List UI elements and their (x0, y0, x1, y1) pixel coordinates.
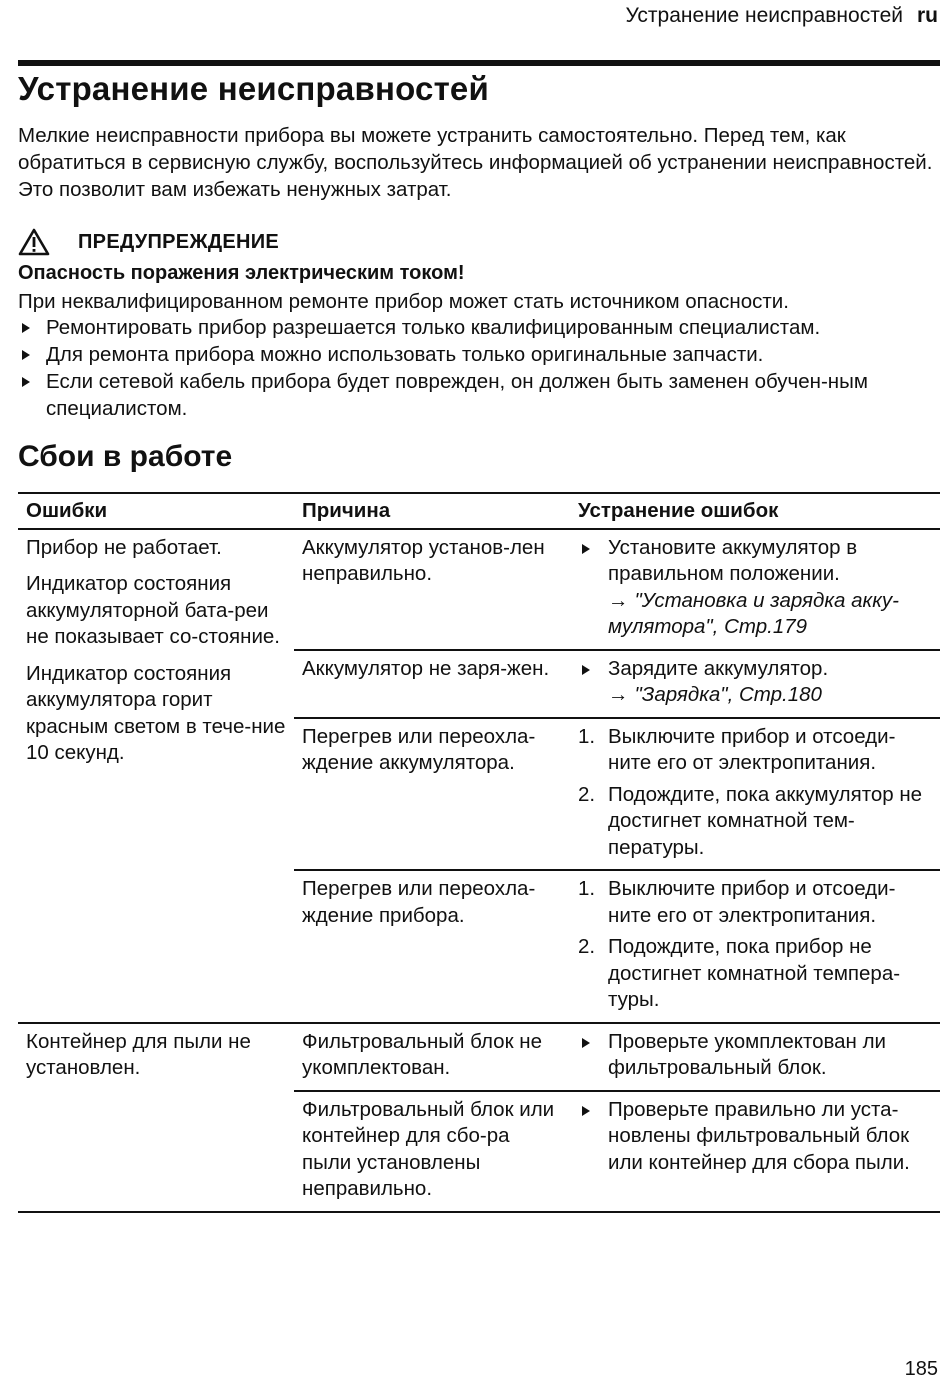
warning-subtitle: Опасность поражения электрическим током! (18, 262, 465, 284)
error-cell: Контейнер для пыли не установлен. (18, 1023, 294, 1212)
fix-cell (570, 718, 940, 871)
warning-title: ПРЕДУПРЕЖДЕНИЕ (78, 230, 280, 253)
page-title: Устранение неисправностей (18, 70, 489, 107)
fix-item: Зарядите аккумулятор. → "Зарядка", Стр.180 (578, 656, 932, 709)
cause-cell: Аккумулятор установ-лен неправильно. (294, 529, 570, 650)
bullet-triangle-icon (22, 377, 30, 387)
page-reference: → "Зарядка", Стр.180 (608, 683, 822, 706)
cause-cell: Фильтровальный блок или контейнер для сбо-ра пыли установлены неправильно. (294, 1091, 570, 1212)
warning-triangle-icon (18, 228, 50, 256)
bullet-triangle-icon (22, 350, 30, 360)
fix-cell (570, 1023, 940, 1091)
error-cell: Прибор не работает. Индикатор состояния аккумуляторной бата-реи не показывает со-стояние. Индикатор состояния аккумулятора горит красным светом в тече-ние 10 секунд. (18, 529, 294, 1023)
bullet-triangle-icon (582, 1038, 590, 1048)
column-header-fix: Устранение ошибок (570, 493, 940, 529)
cause-cell: Перегрев или переохла-ждение аккумулятора. (294, 718, 570, 871)
cause-cell: Фильтровальный блок не укомплектован. (294, 1023, 570, 1091)
fix-cell (570, 1091, 940, 1212)
bullet-triangle-icon (582, 1106, 590, 1116)
fix-item: Установите аккумулятор в правильном положении. → "Установка и зарядка акку-мулятора", Стр.179 (578, 535, 932, 641)
warning-list-item: Для ремонта прибора можно использовать только оригинальные запчасти. (18, 341, 938, 368)
warning-list-item: Если сетевой кабель прибора будет поврежден, он должен быть заменен обучен-ным специалистом. (18, 368, 938, 422)
warning-text: При неквалифицированном ремонте прибор может стать источником опасности. (18, 290, 789, 313)
running-header-section: Устранение неисправностей (625, 4, 903, 27)
step-number: 1. (578, 877, 596, 900)
fix-step: 2. Подождите, пока аккумулятор не достигнет комнатной тем-пературы. (578, 782, 923, 859)
section-title: Сбои в работе (18, 440, 233, 473)
fix-cell (570, 529, 940, 650)
cause-cell: Перегрев или переохла-ждение прибора. (294, 870, 570, 1023)
column-header-errors: Ошибки (18, 493, 294, 529)
step-number: 2. (578, 935, 596, 958)
cause-cell: Аккумулятор не заря-жен. (294, 650, 570, 718)
warning-list-item: Ремонтировать прибор разрешается только квалифицированным специалистам. (18, 314, 938, 341)
step-number: 2. (578, 782, 596, 806)
column-header-cause: Причина (294, 493, 570, 529)
arrow-right-icon: → (608, 588, 629, 612)
intro-paragraph: Мелкие неисправности прибора вы можете устранить самостоятельно. Перед тем, как обратиться в сервисную службу, воспользуйтесь информацией об устранении неисправностей. Это позволит вам избежать ненужных затрат. (18, 124, 933, 201)
running-header (626, 4, 939, 28)
fix-step: 1. Выключите прибор и отсоеди-ните его от электропитания. (578, 877, 896, 927)
fix-step: 1. Выключите прибор и отсоеди-ните его от электропитания. (578, 724, 896, 774)
troubleshooting-table (18, 492, 940, 1213)
bullet-triangle-icon (22, 323, 30, 333)
language-code: ru (917, 4, 938, 27)
warning-list (18, 314, 938, 422)
table-header-row (18, 493, 940, 529)
bullet-triangle-icon (582, 665, 590, 675)
bullet-triangle-icon (582, 544, 590, 554)
step-number: 1. (578, 724, 596, 748)
fix-item: Проверьте правильно ли уста-новлены фильтровальный блок или контейнер для сбора пыли. (578, 1097, 932, 1177)
page-number: 185 (904, 1358, 938, 1380)
header-rule (18, 60, 940, 66)
table-row (18, 529, 940, 650)
arrow-right-icon: → (608, 683, 629, 706)
table-row (18, 1023, 940, 1091)
fix-item: Проверьте укомплектован ли фильтровальный блок. (578, 1029, 932, 1082)
fix-cell (570, 870, 940, 1023)
warning-header (18, 228, 279, 256)
fix-step: 2. Подождите, пока прибор не достигнет комнатной темпера-туры. (578, 935, 901, 1011)
fix-cell (570, 650, 940, 718)
page-reference: → "Установка и зарядка акку-мулятора", Стр.179 (608, 588, 899, 638)
